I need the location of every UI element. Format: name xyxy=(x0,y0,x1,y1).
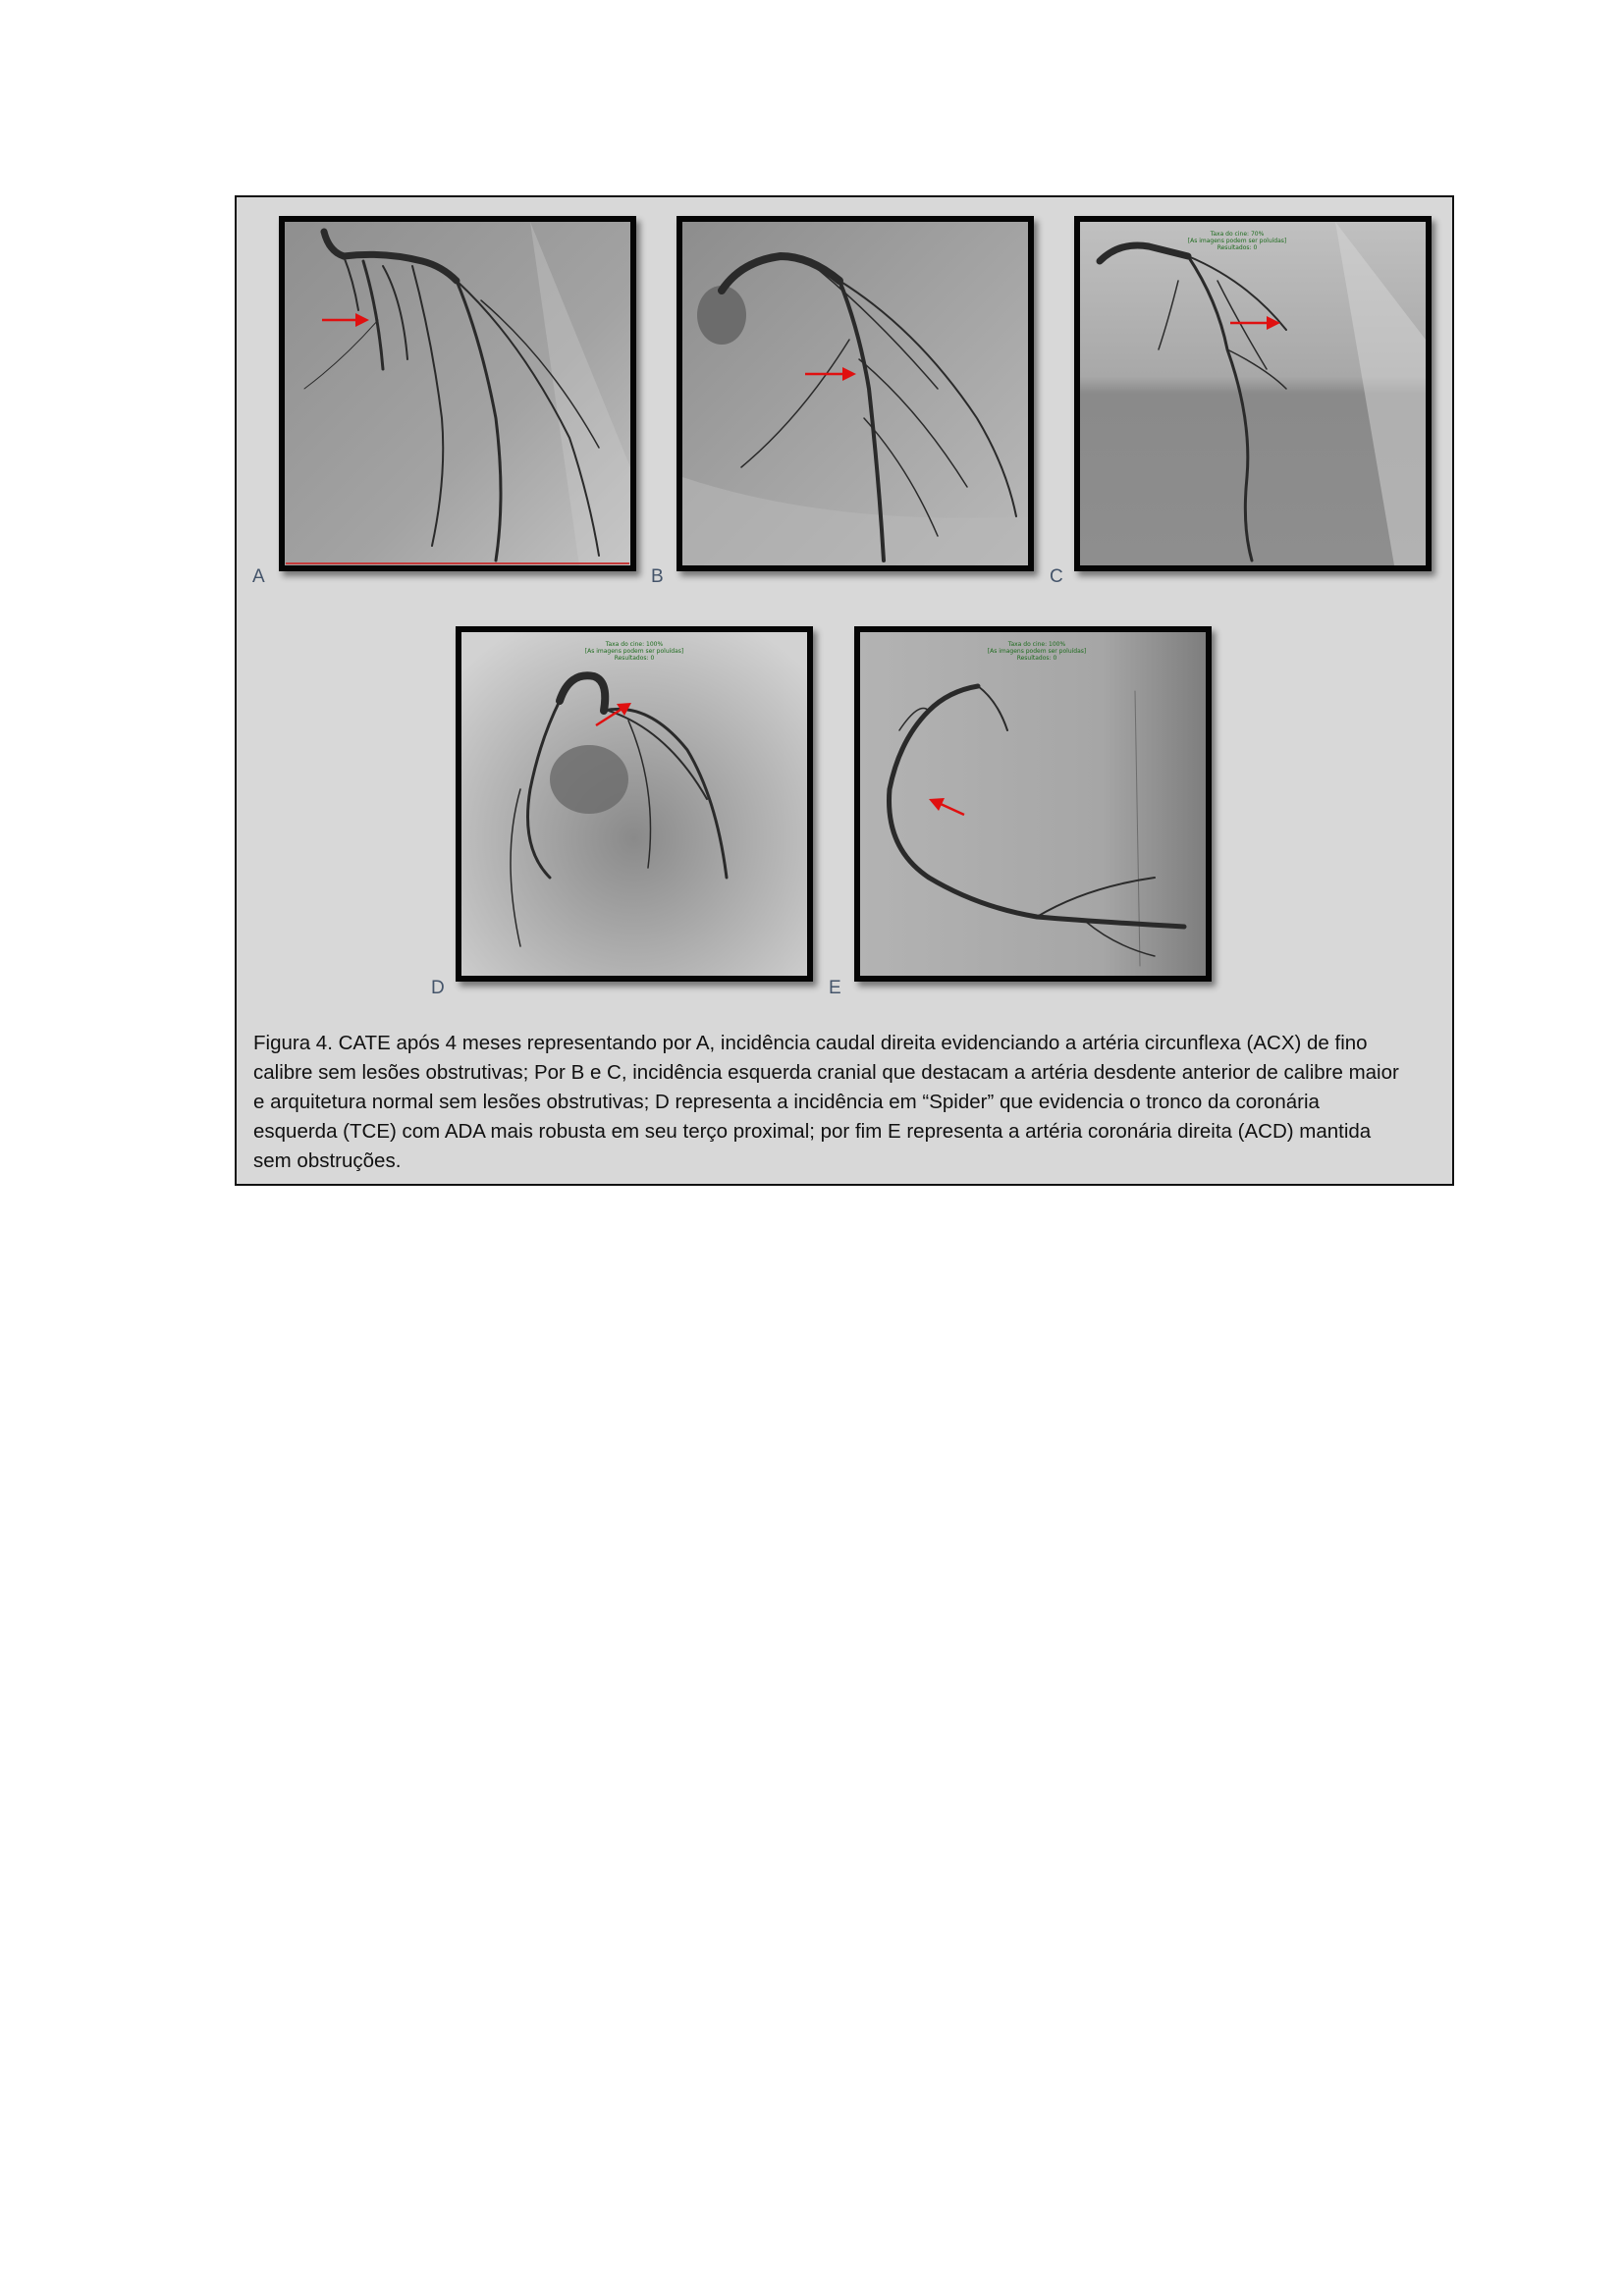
panel-label-e: E xyxy=(829,978,841,998)
angiogram-image-e xyxy=(860,632,1206,976)
overlay-line-c-2: [As imagens podem ser poluídas] xyxy=(1187,238,1287,244)
overlay-line-e-3: Resultados: 0 xyxy=(1016,655,1057,662)
panel-label-c: C xyxy=(1050,566,1063,587)
overlay-line-c-1: Taxa do cine: 70% xyxy=(1210,231,1265,238)
caption-line-4: esquerda (TCE) com ADA mais robusta em seu terço proximal; por fim E representa a artéria coronária direita (ACD) mantida xyxy=(253,1120,1372,1143)
angiogram-image-d xyxy=(461,632,807,976)
overlay-line-e-1: Taxa do cine: 100% xyxy=(1007,641,1066,648)
angiogram-panel-d xyxy=(456,626,813,982)
figure-caption xyxy=(253,1029,1432,1176)
angiogram-panel-e xyxy=(854,626,1212,982)
caption-line-2: calibre sem lesões obstrutivas; Por B e C, incidência esquerda cranial que destacam a artéria desdente anterior de calibre maior xyxy=(253,1061,1399,1084)
caption-line-5: sem obstruções. xyxy=(253,1149,402,1172)
panel-label-d: D xyxy=(431,978,445,998)
overlay-line-e-2: [As imagens podem ser poluídas] xyxy=(987,648,1087,655)
angiogram-panel-c xyxy=(1074,216,1432,571)
caption-line-1: Figura 4. CATE após 4 meses representando por A, incidência caudal direita evidenciando a artéria circunflexa (ACX) de fino xyxy=(253,1032,1368,1054)
angiogram-panel-b xyxy=(676,216,1034,571)
panel-label-b: B xyxy=(651,566,664,587)
overlay-line-d-1: Taxa do cine: 100% xyxy=(605,641,664,648)
caption-line-3: e arquitetura normal sem lesões obstrutivas; D representa a incidência em “Spider” que evidencia o tronco da coronária xyxy=(253,1091,1320,1113)
overlay-line-c-3: Resultados: 0 xyxy=(1217,244,1258,251)
angiogram-image-b xyxy=(682,222,1028,565)
angiogram-panel-a xyxy=(279,216,636,571)
angiogram-image-a xyxy=(285,222,630,565)
angiogram-image-c xyxy=(1080,222,1426,565)
overlay-line-d-2: [As imagens podem ser poluídas] xyxy=(584,648,684,655)
panel-label-a: A xyxy=(252,566,265,587)
overlay-line-d-3: Resultados: 0 xyxy=(614,655,655,662)
